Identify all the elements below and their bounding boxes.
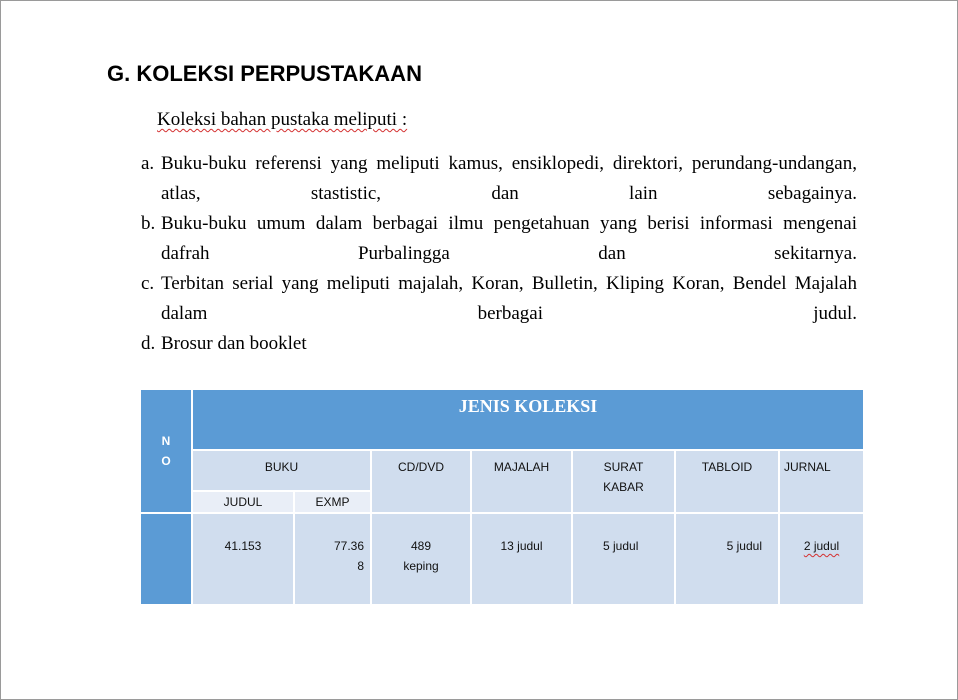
buku-header: BUKU [192,450,371,491]
surat-kabar-line1: SURAT [603,460,644,474]
list-item [141,329,857,359]
list-item-text: Buku-buku umum dalam berbagai ilmu pengetahuan yang berisi informasi mengenai dafrah Purbalingga dan sekitarnya. [161,213,857,264]
list-marker: c. [141,273,155,294]
list-item [141,209,857,269]
surat-kabar-line2: KABAR [603,480,644,494]
jurnal-value-text: 2 judul [803,539,840,553]
no-label-n: N [161,434,171,448]
list-marker: d. [141,333,156,354]
exmp-value-line2: 8 [357,559,364,573]
cd-dvd-value [371,513,471,605]
list-item-text: Buku-buku referensi yang meliputi kamus, ensiklopedi, direktori, perundang-undangan, atlas, stastistic, dan lain sebagainya. [161,153,857,204]
exmp-header: EXMP [294,491,371,513]
list-marker: b. [141,213,156,234]
collection-table [139,388,865,606]
list-item-text: Terbitan serial yang meliputi majalah, Koran, Bulletin, Kliping Koran, Bendel Majalah dalam berbagai judul. [161,273,857,324]
tabloid-header: TABLOID [675,450,779,513]
exmp-value [294,513,371,605]
list-item [141,269,857,329]
majalah-value: 13 judul [471,513,572,605]
jurnal-value [779,513,864,605]
judul-header: JUDUL [192,491,294,513]
collection-list [141,149,857,359]
tabloid-value: 5 judul [675,513,779,605]
jenis-koleksi-header: JENIS KOLEKSI [192,389,864,450]
list-item [141,149,857,209]
intro-text: Koleksi bahan pustaka meliputi : [157,109,408,130]
section-heading: G. KOLEKSI PERPUSTAKAAN [107,61,422,86]
cd-dvd-header: CD/DVD [371,450,471,513]
jurnal-header: JURNAL [779,450,864,513]
cd-dvd-value-line2: keping [403,559,439,573]
majalah-header: MAJALAH [471,450,572,513]
judul-value: 41.153 [192,513,294,605]
cd-dvd-value-line1: 489 [410,539,432,553]
surat-kabar-value: 5 judul [572,513,675,605]
list-item-text: Brosur dan booklet [161,333,307,354]
exmp-value-line1: 77.36 [333,539,364,553]
no-header-cell [140,389,192,513]
no-value-cell [140,513,192,605]
list-marker: a. [141,153,155,174]
surat-kabar-header [572,450,675,513]
no-label-o: O [161,454,171,468]
